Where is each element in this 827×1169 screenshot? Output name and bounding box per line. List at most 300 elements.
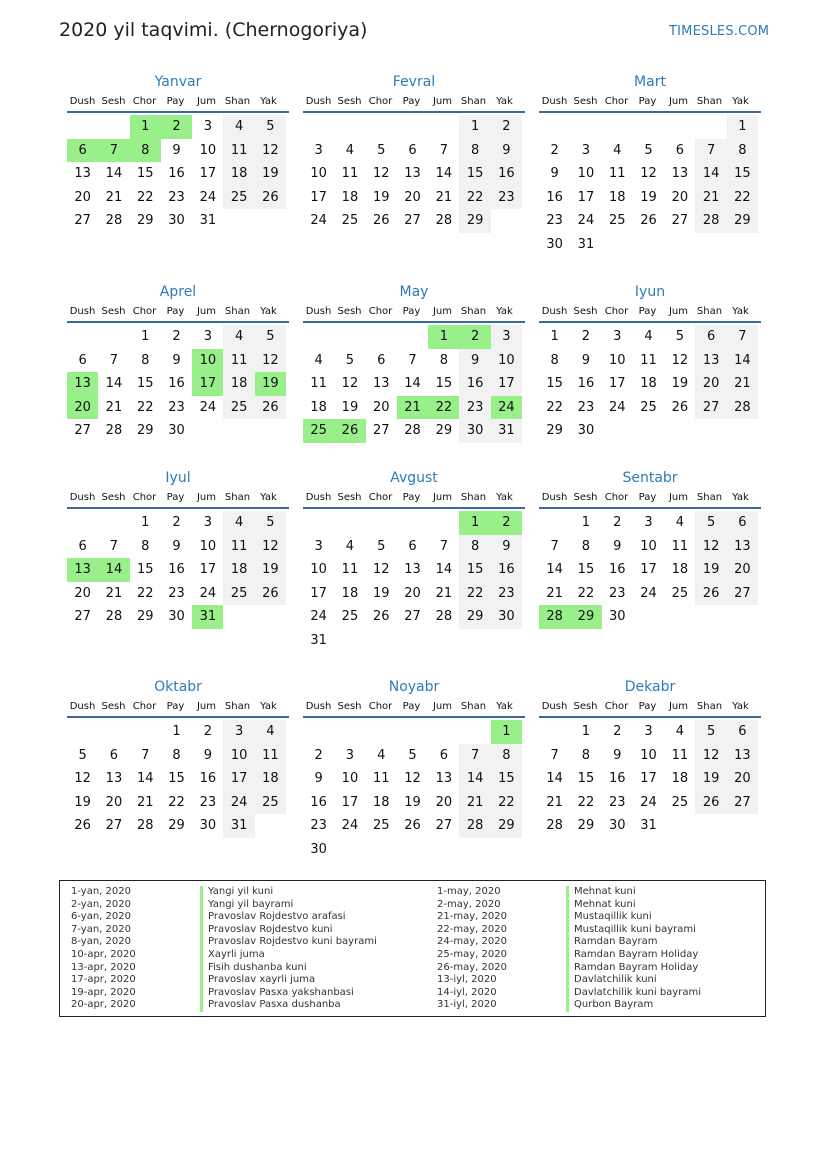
day-cell: 26 (640, 213, 657, 229)
day-cell: 9 (613, 538, 622, 554)
day-cell: 18 (223, 558, 254, 582)
weekday-label: Dush (69, 305, 96, 317)
day-cell: 16 (168, 376, 185, 392)
day-cell: 8 (550, 352, 559, 368)
day-cell: 8 (459, 535, 490, 559)
day-cell: 4 (255, 720, 286, 744)
day-cell: 27 (435, 818, 453, 834)
holiday-day-cell: 2 (459, 325, 490, 349)
empty-cell (334, 325, 365, 349)
day-cell: 11 (608, 166, 626, 182)
holiday-day-cell: 14 (98, 558, 129, 582)
weekday-label: Dush (305, 95, 332, 107)
weekday-header (539, 301, 761, 323)
day-cell: 8 (459, 139, 490, 163)
weekday-label: Pay (402, 95, 421, 107)
weekday-label: Yak (732, 305, 749, 317)
day-cell: 3 (203, 329, 212, 345)
day-cell: 17 (640, 771, 657, 787)
day-cell: 11 (255, 744, 286, 768)
day-cell: 9 (550, 166, 559, 182)
day-cell: 20 (74, 585, 91, 601)
day-cell: 22 (459, 186, 490, 210)
day-cell: 12 (74, 771, 91, 787)
month-avgust (303, 469, 525, 652)
day-cell: 1 (727, 115, 758, 139)
day-cell: 27 (404, 609, 421, 625)
day-cell: 6 (408, 538, 417, 554)
month-name: Noyabr (388, 679, 440, 695)
weekday-label: Yak (732, 700, 749, 712)
day-cell: 7 (109, 538, 119, 554)
day-cell: 19 (695, 558, 726, 582)
holiday-day-cell: 17 (192, 372, 223, 396)
holiday-day-cell: 8 (130, 139, 161, 163)
day-cell: 20 (105, 794, 123, 810)
day-cell: 25 (341, 213, 359, 229)
day-cell: 4 (345, 538, 355, 554)
weekday-label: Shan (460, 491, 487, 503)
day-cell: 10 (199, 142, 217, 158)
day-cell: 29 (491, 814, 522, 838)
weekday-label: Chor (368, 305, 393, 317)
day-cell: 19 (372, 189, 390, 205)
weekday-label: Chor (604, 491, 629, 503)
weekday-header (303, 696, 525, 718)
day-grid (303, 720, 525, 861)
day-cell: 28 (105, 423, 123, 439)
day-cell: 11 (223, 349, 254, 373)
day-cell: 24 (608, 399, 626, 415)
day-cell: 12 (255, 535, 286, 559)
day-cell: 20 (435, 794, 453, 810)
day-cell: 13 (372, 376, 390, 392)
day-cell: 2 (581, 329, 591, 345)
day-cell: 5 (255, 511, 286, 535)
day-cell: 11 (671, 538, 689, 554)
holiday-name: Pravoslav Rojdestvo kuni bayrami (200, 936, 377, 949)
weekday-label: Chor (132, 491, 157, 503)
empty-cell (303, 720, 334, 744)
holiday-date: 17-apr, 2020 (71, 974, 136, 986)
empty-cell (98, 511, 129, 535)
month-dekabr (539, 678, 761, 838)
day-cell: 18 (372, 794, 390, 810)
holiday-name: Mehnat kuni (566, 899, 701, 912)
day-cell: 16 (608, 771, 626, 787)
weekday-label: Sesh (337, 95, 362, 107)
day-cell: 6 (727, 720, 758, 744)
empty-cell (98, 720, 129, 744)
day-cell: 19 (640, 189, 657, 205)
day-cell: 3 (314, 538, 323, 554)
day-cell: 21 (727, 372, 758, 396)
empty-cell (303, 325, 334, 349)
day-cell: 17 (310, 585, 327, 601)
day-cell: 7 (109, 352, 119, 368)
weekday-label: Sesh (337, 305, 362, 317)
day-grid (303, 115, 525, 233)
day-cell: 14 (105, 166, 123, 182)
day-cell: 27 (404, 213, 421, 229)
day-cell: 16 (577, 376, 595, 392)
day-cell: 30 (577, 423, 595, 439)
day-cell: 3 (613, 329, 622, 345)
day-cell: 25 (671, 585, 689, 601)
day-cell: 23 (168, 399, 185, 415)
holiday-day-cell: 31 (192, 605, 223, 629)
day-cell: 24 (310, 213, 327, 229)
day-cell: 6 (408, 142, 417, 158)
weekday-label: Yak (260, 95, 277, 107)
day-cell: 22 (459, 582, 490, 606)
weekday-label: Chor (132, 700, 157, 712)
holiday-day-cell: 20 (67, 396, 98, 420)
day-cell: 26 (671, 399, 689, 415)
day-cell: 25 (608, 213, 626, 229)
day-cell: 30 (608, 609, 626, 625)
holiday-name: Davlatchilik kuni (566, 974, 701, 987)
day-cell: 31 (491, 419, 522, 443)
weekday-header (303, 487, 525, 509)
day-cell: 8 (172, 747, 181, 763)
holiday-name: Pravoslav xayrli juma (200, 974, 377, 987)
holiday-date: 1-may, 2020 (437, 886, 501, 897)
day-cell: 21 (459, 791, 490, 815)
holiday-day-cell: 2 (161, 115, 192, 139)
day-cell: 14 (459, 767, 490, 791)
holiday-date: 8-yan, 2020 (71, 936, 131, 948)
day-cell: 15 (168, 771, 185, 787)
day-cell: 15 (435, 376, 453, 392)
weekday-label: Chor (604, 305, 629, 317)
day-cell: 18 (671, 771, 689, 787)
month-noyabr (303, 678, 525, 861)
day-cell: 2 (314, 747, 323, 763)
day-cell: 16 (199, 771, 217, 787)
holiday-day-cell: 2 (491, 511, 522, 535)
day-cell: 21 (136, 794, 154, 810)
month-name: Iyun (634, 284, 666, 300)
day-cell: 27 (695, 396, 726, 420)
day-cell: 4 (644, 329, 653, 345)
weekday-label: Sesh (573, 700, 598, 712)
day-cell: 7 (550, 538, 559, 554)
day-cell: 12 (671, 352, 689, 368)
day-cell: 1 (459, 115, 490, 139)
day-cell: 5 (675, 329, 684, 345)
day-cell: 4 (613, 142, 622, 158)
day-cell: 22 (577, 585, 595, 601)
day-cell: 10 (223, 744, 254, 768)
day-cell: 9 (172, 352, 181, 368)
day-cell: 27 (671, 213, 689, 229)
weekday-label: Jum (668, 491, 689, 503)
empty-cell (459, 720, 490, 744)
day-cell: 24 (640, 794, 657, 810)
day-cell: 5 (345, 352, 355, 368)
day-cell: 5 (255, 325, 286, 349)
weekday-label: Pay (638, 305, 657, 317)
holiday-day-cell: 1 (491, 720, 522, 744)
day-cell: 30 (608, 818, 626, 834)
day-grid (303, 325, 525, 443)
empty-cell (539, 720, 570, 744)
day-cell: 17 (341, 794, 359, 810)
day-cell: 3 (644, 515, 653, 531)
weekday-label: Pay (166, 700, 185, 712)
day-cell: 12 (255, 349, 286, 373)
day-cell: 29 (459, 605, 490, 629)
day-cell: 1 (581, 515, 591, 531)
day-grid (539, 115, 761, 256)
holiday-day-cell: 29 (570, 605, 601, 629)
weekday-label: Sesh (573, 305, 598, 317)
empty-cell (366, 325, 397, 349)
weekday-label: Pay (402, 700, 421, 712)
holiday-day-cell: 21 (397, 396, 428, 420)
holiday-date: 6-yan, 2020 (71, 911, 131, 923)
holiday-name: Qurbon Bayram (566, 999, 701, 1012)
day-cell: 6 (439, 747, 448, 763)
day-cell: 23 (546, 213, 563, 229)
day-cell: 12 (695, 744, 726, 768)
day-cell: 24 (577, 213, 595, 229)
weekday-header (303, 301, 525, 323)
day-cell: 9 (491, 535, 522, 559)
day-cell: 17 (199, 166, 217, 182)
empty-cell (130, 720, 161, 744)
holiday-day-cell: 10 (192, 349, 223, 373)
day-cell: 29 (577, 818, 595, 834)
day-cell: 4 (675, 724, 684, 740)
day-cell: 17 (640, 562, 657, 578)
day-cell: 7 (727, 325, 758, 349)
weekday-label: Shan (460, 700, 487, 712)
day-cell: 29 (136, 609, 154, 625)
day-cell: 6 (78, 538, 87, 554)
weekday-label: Chor (132, 305, 157, 317)
day-cell: 22 (168, 794, 185, 810)
day-grid (67, 720, 289, 838)
day-cell: 14 (404, 376, 421, 392)
day-cell: 11 (640, 352, 657, 368)
day-cell: 26 (695, 582, 726, 606)
day-cell: 18 (608, 189, 626, 205)
day-cell: 13 (727, 535, 758, 559)
holiday-name: Yangi yil kuni (200, 886, 377, 899)
day-cell: 10 (640, 538, 657, 554)
day-cell: 5 (695, 511, 726, 535)
day-grid (67, 511, 289, 629)
holiday-date: 24-may, 2020 (437, 936, 507, 948)
weekday-header (67, 696, 289, 718)
day-cell: 5 (377, 538, 386, 554)
day-cell: 28 (546, 818, 563, 834)
day-cell: 20 (727, 558, 758, 582)
empty-cell (67, 325, 98, 349)
day-cell: 31 (640, 818, 657, 834)
holiday-date: 14-iyl, 2020 (437, 986, 497, 998)
holiday-date: 10-apr, 2020 (71, 948, 136, 960)
day-cell: 3 (644, 724, 653, 740)
day-cell: 8 (727, 139, 758, 163)
holiday-day-cell: 7 (98, 139, 129, 163)
day-cell: 20 (695, 372, 726, 396)
weekday-header (539, 696, 761, 718)
day-cell: 15 (136, 376, 154, 392)
day-cell: 6 (727, 511, 758, 535)
holiday-name: Ramdan Bayram (566, 936, 701, 949)
day-cell: 5 (644, 142, 653, 158)
day-cell: 23 (168, 585, 185, 601)
day-cell: 28 (435, 609, 453, 625)
weekday-label: Jum (668, 305, 689, 317)
day-cell: 28 (105, 213, 123, 229)
day-cell: 28 (435, 213, 453, 229)
weekday-label: Pay (638, 491, 657, 503)
weekday-label: Yak (260, 305, 277, 317)
holiday-date: 2-yan, 2020 (71, 898, 131, 910)
weekday-label: Jum (432, 95, 453, 107)
holiday-names-column-1 (200, 886, 377, 1012)
day-cell: 18 (341, 189, 359, 205)
weekday-label: Sesh (573, 95, 598, 107)
weekday-label: Yak (732, 95, 749, 107)
day-cell: 2 (203, 724, 212, 740)
day-cell: 12 (341, 376, 359, 392)
weekday-label: Pay (166, 305, 185, 317)
day-grid (539, 720, 761, 838)
day-cell: 18 (640, 376, 657, 392)
weekday-label: Shan (696, 95, 723, 107)
day-cell: 4 (377, 747, 386, 763)
day-cell: 31 (199, 213, 217, 229)
month-name: Iyul (165, 470, 191, 486)
holiday-name: Mehnat kuni (566, 886, 701, 899)
holiday-day-cell: 13 (67, 372, 98, 396)
empty-cell (539, 511, 570, 535)
day-cell: 3 (203, 119, 212, 135)
day-cell: 4 (314, 352, 323, 368)
holiday-day-cell: 26 (334, 419, 365, 443)
month-name: Aprel (159, 284, 197, 300)
weekday-header (303, 91, 525, 113)
day-cell: 10 (341, 771, 359, 787)
weekday-label: Pay (402, 305, 421, 317)
day-cell: 10 (577, 166, 595, 182)
weekday-label: Jum (668, 700, 689, 712)
day-cell: 7 (439, 142, 448, 158)
holiday-day-cell: 22 (428, 396, 459, 420)
empty-cell (397, 115, 428, 139)
day-cell: 21 (435, 585, 453, 601)
holiday-name: Xayrli juma (200, 949, 377, 962)
day-cell: 27 (727, 582, 758, 606)
day-cell: 23 (577, 399, 595, 415)
day-cell: 14 (546, 562, 563, 578)
day-cell: 17 (577, 189, 595, 205)
holiday-day-cell: 6 (67, 139, 98, 163)
day-cell: 20 (372, 399, 390, 415)
day-cell: 31 (223, 814, 254, 838)
month-iyul (67, 469, 289, 629)
month-iyun (539, 283, 761, 443)
holiday-day-cell: 25 (303, 419, 334, 443)
day-cell: 25 (671, 794, 689, 810)
day-cell: 23 (491, 186, 522, 210)
day-cell: 22 (136, 399, 154, 415)
day-cell: 28 (459, 814, 490, 838)
day-cell: 29 (136, 423, 154, 439)
empty-cell (428, 720, 459, 744)
weekday-label: Dush (541, 700, 568, 712)
day-cell: 2 (613, 724, 622, 740)
holiday-date: 20-apr, 2020 (71, 999, 136, 1011)
day-cell: 29 (727, 209, 758, 233)
holiday-name: Pravoslav Pasxa yakshanbasi (200, 987, 377, 1000)
day-cell: 28 (404, 423, 421, 439)
day-cell: 1 (550, 329, 559, 345)
day-cell: 5 (78, 747, 87, 763)
day-cell: 2 (172, 329, 181, 345)
day-cell: 18 (223, 162, 254, 186)
day-cell: 15 (546, 376, 563, 392)
day-cell: 28 (136, 818, 154, 834)
day-cell: 16 (310, 794, 327, 810)
brand-link[interactable]: TIMESLES.COM (669, 24, 770, 39)
day-cell: 11 (310, 376, 327, 392)
empty-cell (695, 115, 726, 139)
day-cell: 22 (546, 399, 563, 415)
day-cell: 30 (199, 818, 217, 834)
day-cell: 16 (546, 189, 563, 205)
weekday-label: Sesh (101, 305, 126, 317)
weekday-header (539, 487, 761, 509)
day-cell: 11 (341, 562, 359, 578)
day-cell: 13 (671, 166, 689, 182)
day-cell: 15 (459, 558, 490, 582)
day-grid (67, 115, 289, 233)
day-cell: 7 (141, 747, 150, 763)
day-cell: 12 (372, 562, 390, 578)
day-cell: 21 (695, 186, 726, 210)
day-cell: 18 (671, 562, 689, 578)
empty-cell (334, 720, 365, 744)
day-cell: 9 (172, 538, 181, 554)
weekday-label: Jum (432, 700, 453, 712)
day-cell: 24 (223, 791, 254, 815)
day-cell: 23 (608, 794, 626, 810)
day-cell: 24 (199, 189, 217, 205)
day-cell: 29 (435, 423, 453, 439)
holiday-name: Mustaqillik kuni bayrami (566, 924, 701, 937)
weekday-header (67, 301, 289, 323)
day-cell: 24 (199, 399, 217, 415)
day-cell: 3 (314, 142, 323, 158)
day-cell: 21 (105, 585, 123, 601)
holiday-dates-column-2 (437, 886, 507, 1012)
empty-cell (664, 115, 695, 139)
weekday-label: Chor (604, 700, 629, 712)
day-cell: 13 (727, 744, 758, 768)
day-cell: 12 (255, 139, 286, 163)
day-cell: 7 (408, 352, 417, 368)
empty-cell (334, 115, 365, 139)
day-cell: 30 (168, 609, 185, 625)
weekday-label: Dush (69, 491, 96, 503)
weekday-label: Chor (368, 95, 393, 107)
